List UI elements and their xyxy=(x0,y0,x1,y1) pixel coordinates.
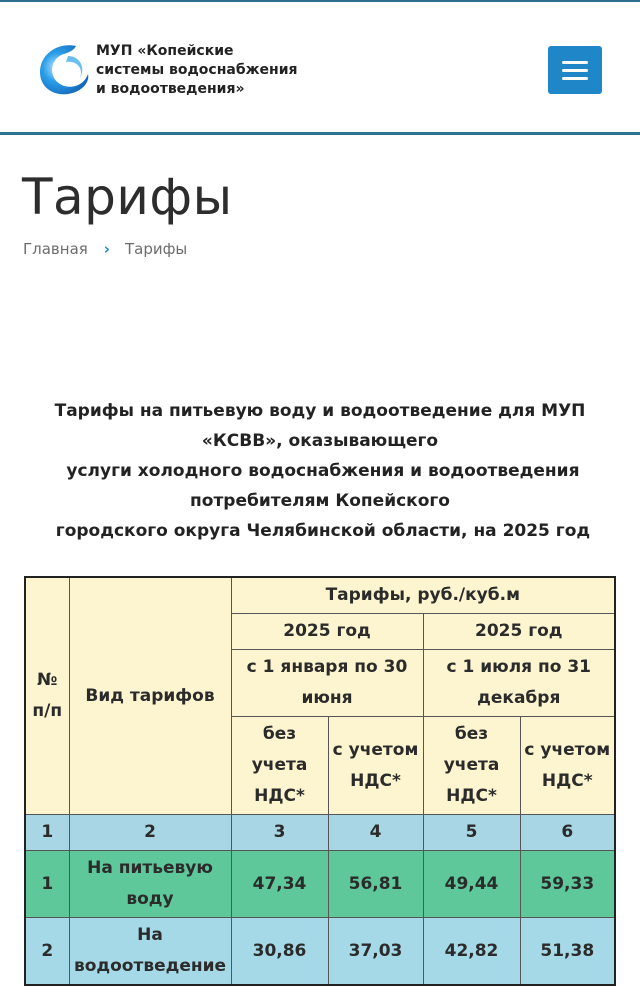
page-title: Тарифы xyxy=(22,168,233,226)
col-header-number: № п/п xyxy=(25,577,69,815)
row-value: 42,82 xyxy=(423,918,520,986)
menu-button[interactable] xyxy=(548,46,602,94)
heading-line: услуги холодного водоснабжения и водоотведения xyxy=(60,461,580,481)
tariff-table xyxy=(24,576,616,986)
brand-line: и водоотведения» xyxy=(96,81,245,97)
index-cell: 5 xyxy=(423,815,520,851)
row-value: 30,86 xyxy=(231,918,328,986)
table-row xyxy=(25,851,615,918)
sub-col-header: с учетом НДС* xyxy=(520,717,615,815)
breadcrumb xyxy=(23,240,187,258)
breadcrumb-current: Тарифы xyxy=(124,240,188,258)
breadcrumb-home-link[interactable]: Главная xyxy=(23,240,88,258)
period-range: с 1 июля по 31 декабря xyxy=(423,650,615,717)
row-value: 37,03 xyxy=(328,918,423,986)
period-year: 2025 год xyxy=(231,614,423,650)
sub-col-header: с учетом НДС* xyxy=(328,717,423,815)
index-row xyxy=(25,815,615,851)
row-value: 49,44 xyxy=(423,851,520,918)
sub-col-header: без учета НДС* xyxy=(231,717,328,815)
site-header xyxy=(0,2,640,134)
heading-line: Тарифы на питьевую воду и водоотведение для МУП xyxy=(54,401,586,421)
hamburger-icon-bar xyxy=(562,77,588,80)
brand-line: МУП «Копейские xyxy=(96,43,234,59)
chevron-right-icon: › xyxy=(103,240,110,258)
row-name: На водоотведение xyxy=(69,918,231,986)
row-value: 51,38 xyxy=(520,918,615,986)
logo-icon[interactable] xyxy=(36,40,94,98)
index-cell: 4 xyxy=(328,815,423,851)
index-cell: 2 xyxy=(69,815,231,851)
col-header-type: Вид тарифов xyxy=(69,577,231,815)
row-value: 59,33 xyxy=(520,851,615,918)
row-name: На питьевую воду xyxy=(69,851,231,918)
tariff-heading xyxy=(20,396,620,546)
col-header-tariffs: Тарифы, руб./куб.м xyxy=(231,577,615,614)
header-divider xyxy=(0,132,640,135)
row-value: 56,81 xyxy=(328,851,423,918)
period-year: 2025 год xyxy=(423,614,615,650)
index-cell: 6 xyxy=(520,815,615,851)
period-range: с 1 января по 30 июня xyxy=(231,650,423,717)
sub-col-header: без учета НДС* xyxy=(423,717,520,815)
row-number: 1 xyxy=(25,851,69,918)
brand-line: системы водоснабжения xyxy=(96,62,298,78)
row-value: 47,34 xyxy=(231,851,328,918)
heading-line: «КСВВ», оказывающего xyxy=(201,431,439,451)
heading-line: потребителям Копейского xyxy=(190,491,450,511)
hamburger-icon-bar xyxy=(562,61,588,64)
brand-name[interactable] xyxy=(96,42,316,99)
heading-line: городского округа Челябинской области, на 2025 год xyxy=(49,521,591,541)
table-row xyxy=(25,918,615,986)
row-number: 2 xyxy=(25,918,69,986)
hamburger-icon-bar xyxy=(562,69,588,72)
index-cell: 1 xyxy=(25,815,69,851)
index-cell: 3 xyxy=(231,815,328,851)
